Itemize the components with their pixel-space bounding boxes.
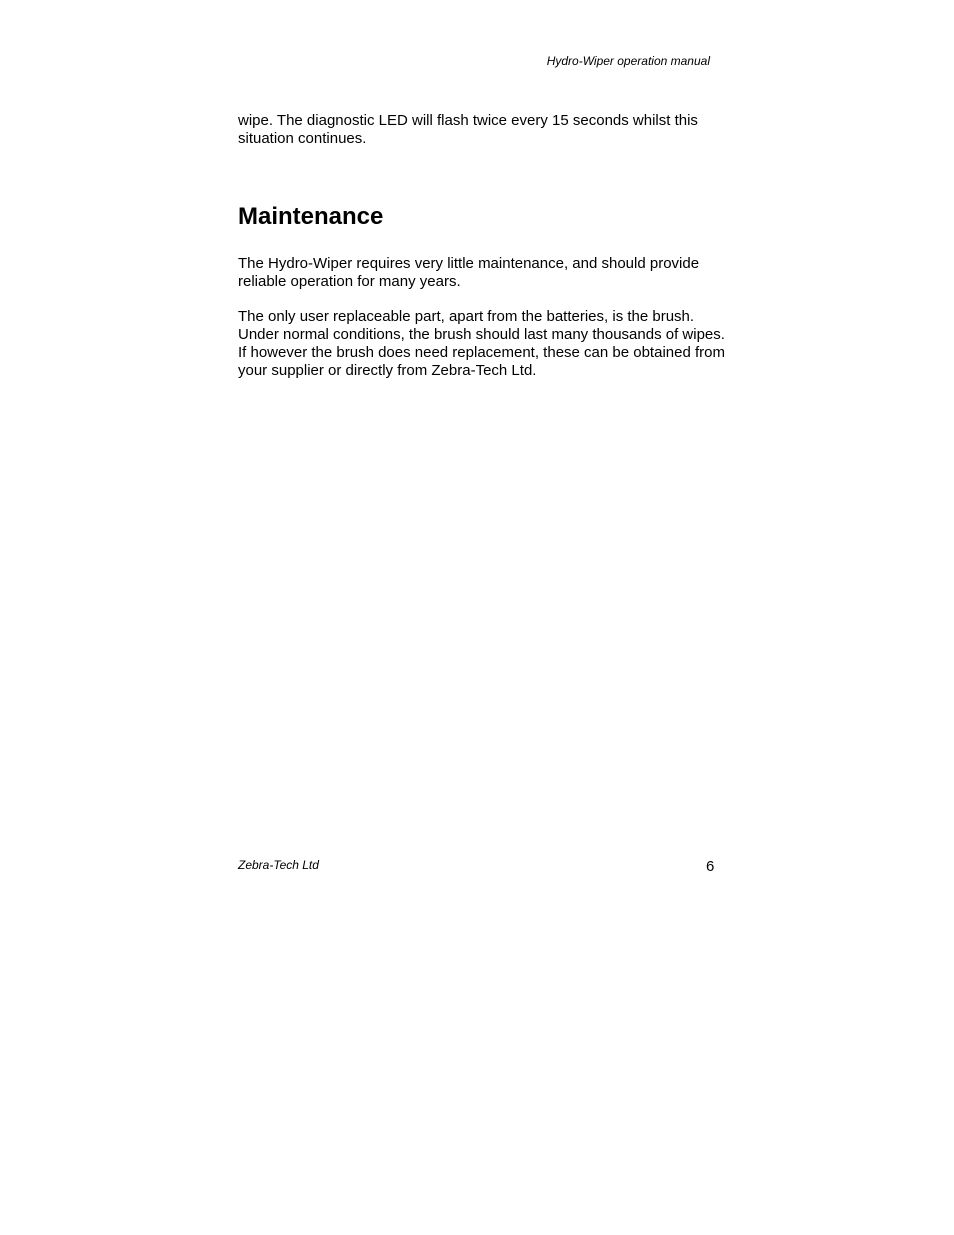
footer-company: Zebra-Tech Ltd [238,858,319,872]
paragraph-replaceable-parts: The only user replaceable part, apart from the batteries, is the brush. Under normal conditions, the brush should last many thousands of wipes. If however the brush does need replacement, these can be obtained from your supplier or directly from Zebra-Tech Ltd. [238,308,725,379]
section-heading: Maintenance [238,203,384,230]
continued-paragraph: wipe. The diagnostic LED will flash twice every 15 seconds whilst this situation continues. [238,112,698,147]
paragraph-maintenance-intro: The Hydro-Wiper requires very little maintenance, and should provide reliable operation for many years. [238,255,700,290]
running-header: Hydro-Wiper operation manual [546,54,710,68]
page-number: 6 [706,858,715,875]
